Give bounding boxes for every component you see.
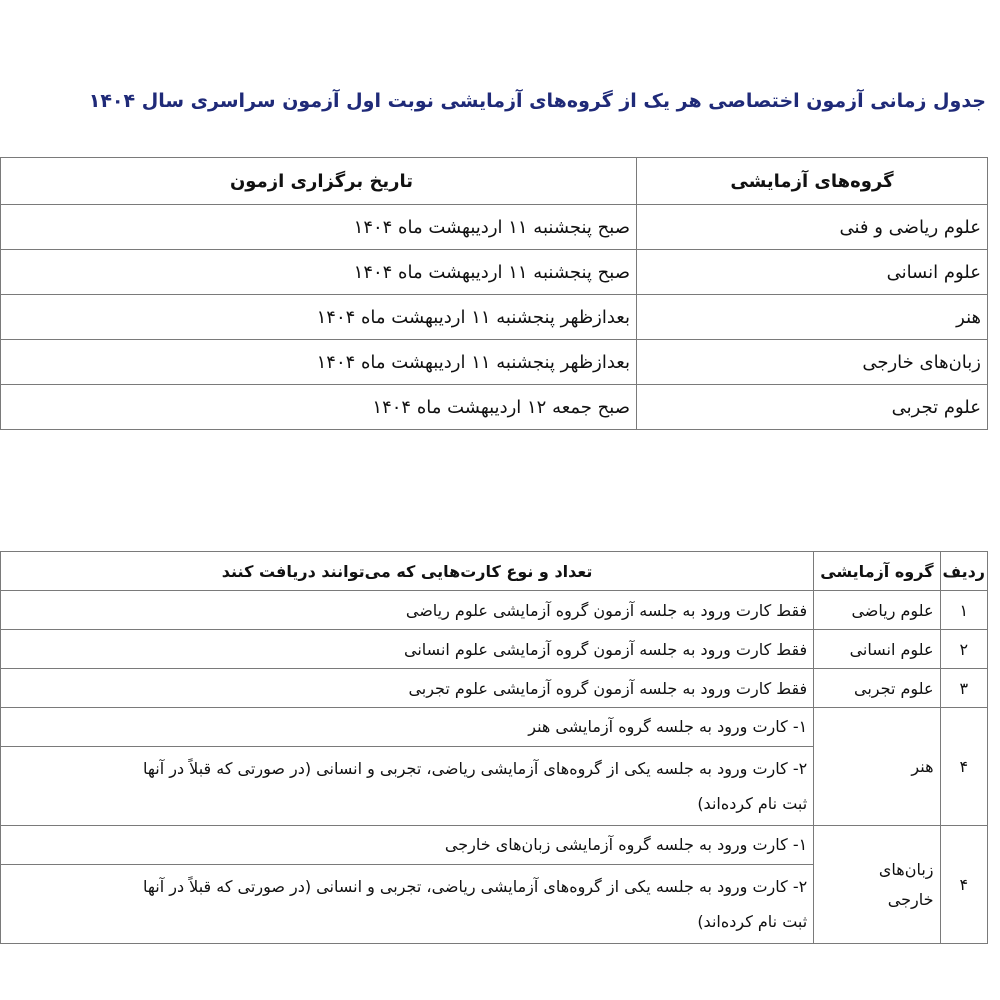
table-header-row — [1, 552, 988, 591]
table-row — [1, 591, 988, 630]
table-header-row — [1, 158, 988, 205]
cell-date: بعدازظهر پنجشنبه ۱۱ اردیبهشت ماه ۱۴۰۴ — [1, 340, 637, 385]
cell-group: علوم انسانی — [637, 250, 988, 295]
card-option-2-line-1: ۲- کارت ورود به جلسه یکی از گروه‌های آزمایشی ریاضی، تجربی و انسانی (در صورتی که قبلاً در آنها — [142, 877, 808, 896]
card-option-2-line-2: ثبت نام کرده‌اند) — [697, 912, 808, 931]
card-option-2 — [1, 747, 813, 825]
cell-date: صبح جمعه ۱۲ اردیبهشت ماه ۱۴۰۴ — [1, 385, 637, 430]
cell-date: صبح پنجشنبه ۱۱ اردیبهشت ماه ۱۴۰۴ — [1, 250, 637, 295]
cell-row-number: ۲ — [940, 630, 987, 669]
cell-cards: فقط کارت ورود به جلسه آزمون گروه آزمایشی علوم تجربی — [1, 669, 814, 708]
header-row-number: ردیف — [940, 552, 987, 591]
header-cards: تعداد و نوع کارت‌هایی که می‌توانند دریافت کنند — [1, 552, 814, 591]
cell-group — [814, 826, 940, 944]
cell-group: هنر — [637, 295, 988, 340]
header-group: گروه‌های آزمایشی — [637, 158, 988, 205]
card-option-2 — [1, 865, 813, 943]
cell-group: علوم تجربی — [814, 669, 940, 708]
header-group: گروه آزمایشی — [814, 552, 940, 591]
table-row — [1, 340, 988, 385]
table-row-art — [1, 708, 988, 826]
card-option-1: ۱- کارت ورود به جلسه گروه آزمایشی زبان‌های خارجی — [1, 826, 813, 865]
card-option-2-line-1: ۲- کارت ورود به جلسه یکی از گروه‌های آزمایشی ریاضی، تجربی و انسانی (در صورتی که قبلاً در آنها — [142, 759, 808, 778]
table-row — [1, 385, 988, 430]
cell-group: علوم تجربی — [637, 385, 988, 430]
page-title: جدول زمانی آزمون اختصاصی هر یک از گروه‌های آزمایشی نوبت اول آزمون سراسری سال ۱۴۰۴ — [88, 90, 986, 112]
cell-group: زبان‌های خارجی — [637, 340, 988, 385]
cell-cards-multi — [1, 708, 814, 826]
table-row — [1, 669, 988, 708]
cell-row-number: ۴ — [940, 708, 987, 826]
cell-group: علوم ریاضی — [814, 591, 940, 630]
cell-date: بعدازظهر پنجشنبه ۱۱ اردیبهشت ماه ۱۴۰۴ — [1, 295, 637, 340]
cell-row-number: ۱ — [940, 591, 987, 630]
cell-group: هنر — [814, 708, 940, 826]
table-row — [1, 250, 988, 295]
cell-group: علوم ریاضی و فنی — [637, 205, 988, 250]
header-date: تاریخ برگزاری ازمون — [1, 158, 637, 205]
cell-date: صبح پنجشنبه ۱۱ اردیبهشت ماه ۱۴۰۴ — [1, 205, 637, 250]
cell-cards: فقط کارت ورود به جلسه آزمون گروه آزمایشی علوم ریاضی — [1, 591, 814, 630]
table-row — [1, 630, 988, 669]
cell-row-number: ۴ — [940, 826, 987, 944]
card-option-2-line-2: ثبت نام کرده‌اند) — [697, 794, 808, 813]
table-row-languages — [1, 826, 988, 944]
admission-cards-table — [0, 551, 988, 944]
cell-cards-multi — [1, 826, 814, 944]
cell-row-number: ۳ — [940, 669, 987, 708]
table-row — [1, 205, 988, 250]
exam-schedule-table — [0, 157, 988, 430]
table-row — [1, 295, 988, 340]
card-option-1: ۱- کارت ورود به جلسه گروه آزمایشی هنر — [1, 708, 813, 747]
cell-cards: فقط کارت ورود به جلسه آزمون گروه آزمایشی علوم انسانی — [1, 630, 814, 669]
cell-group-line-2: خارجی — [887, 889, 934, 909]
cell-group-line-1: زبان‌های — [878, 859, 934, 879]
cell-group: علوم انسانی — [814, 630, 940, 669]
